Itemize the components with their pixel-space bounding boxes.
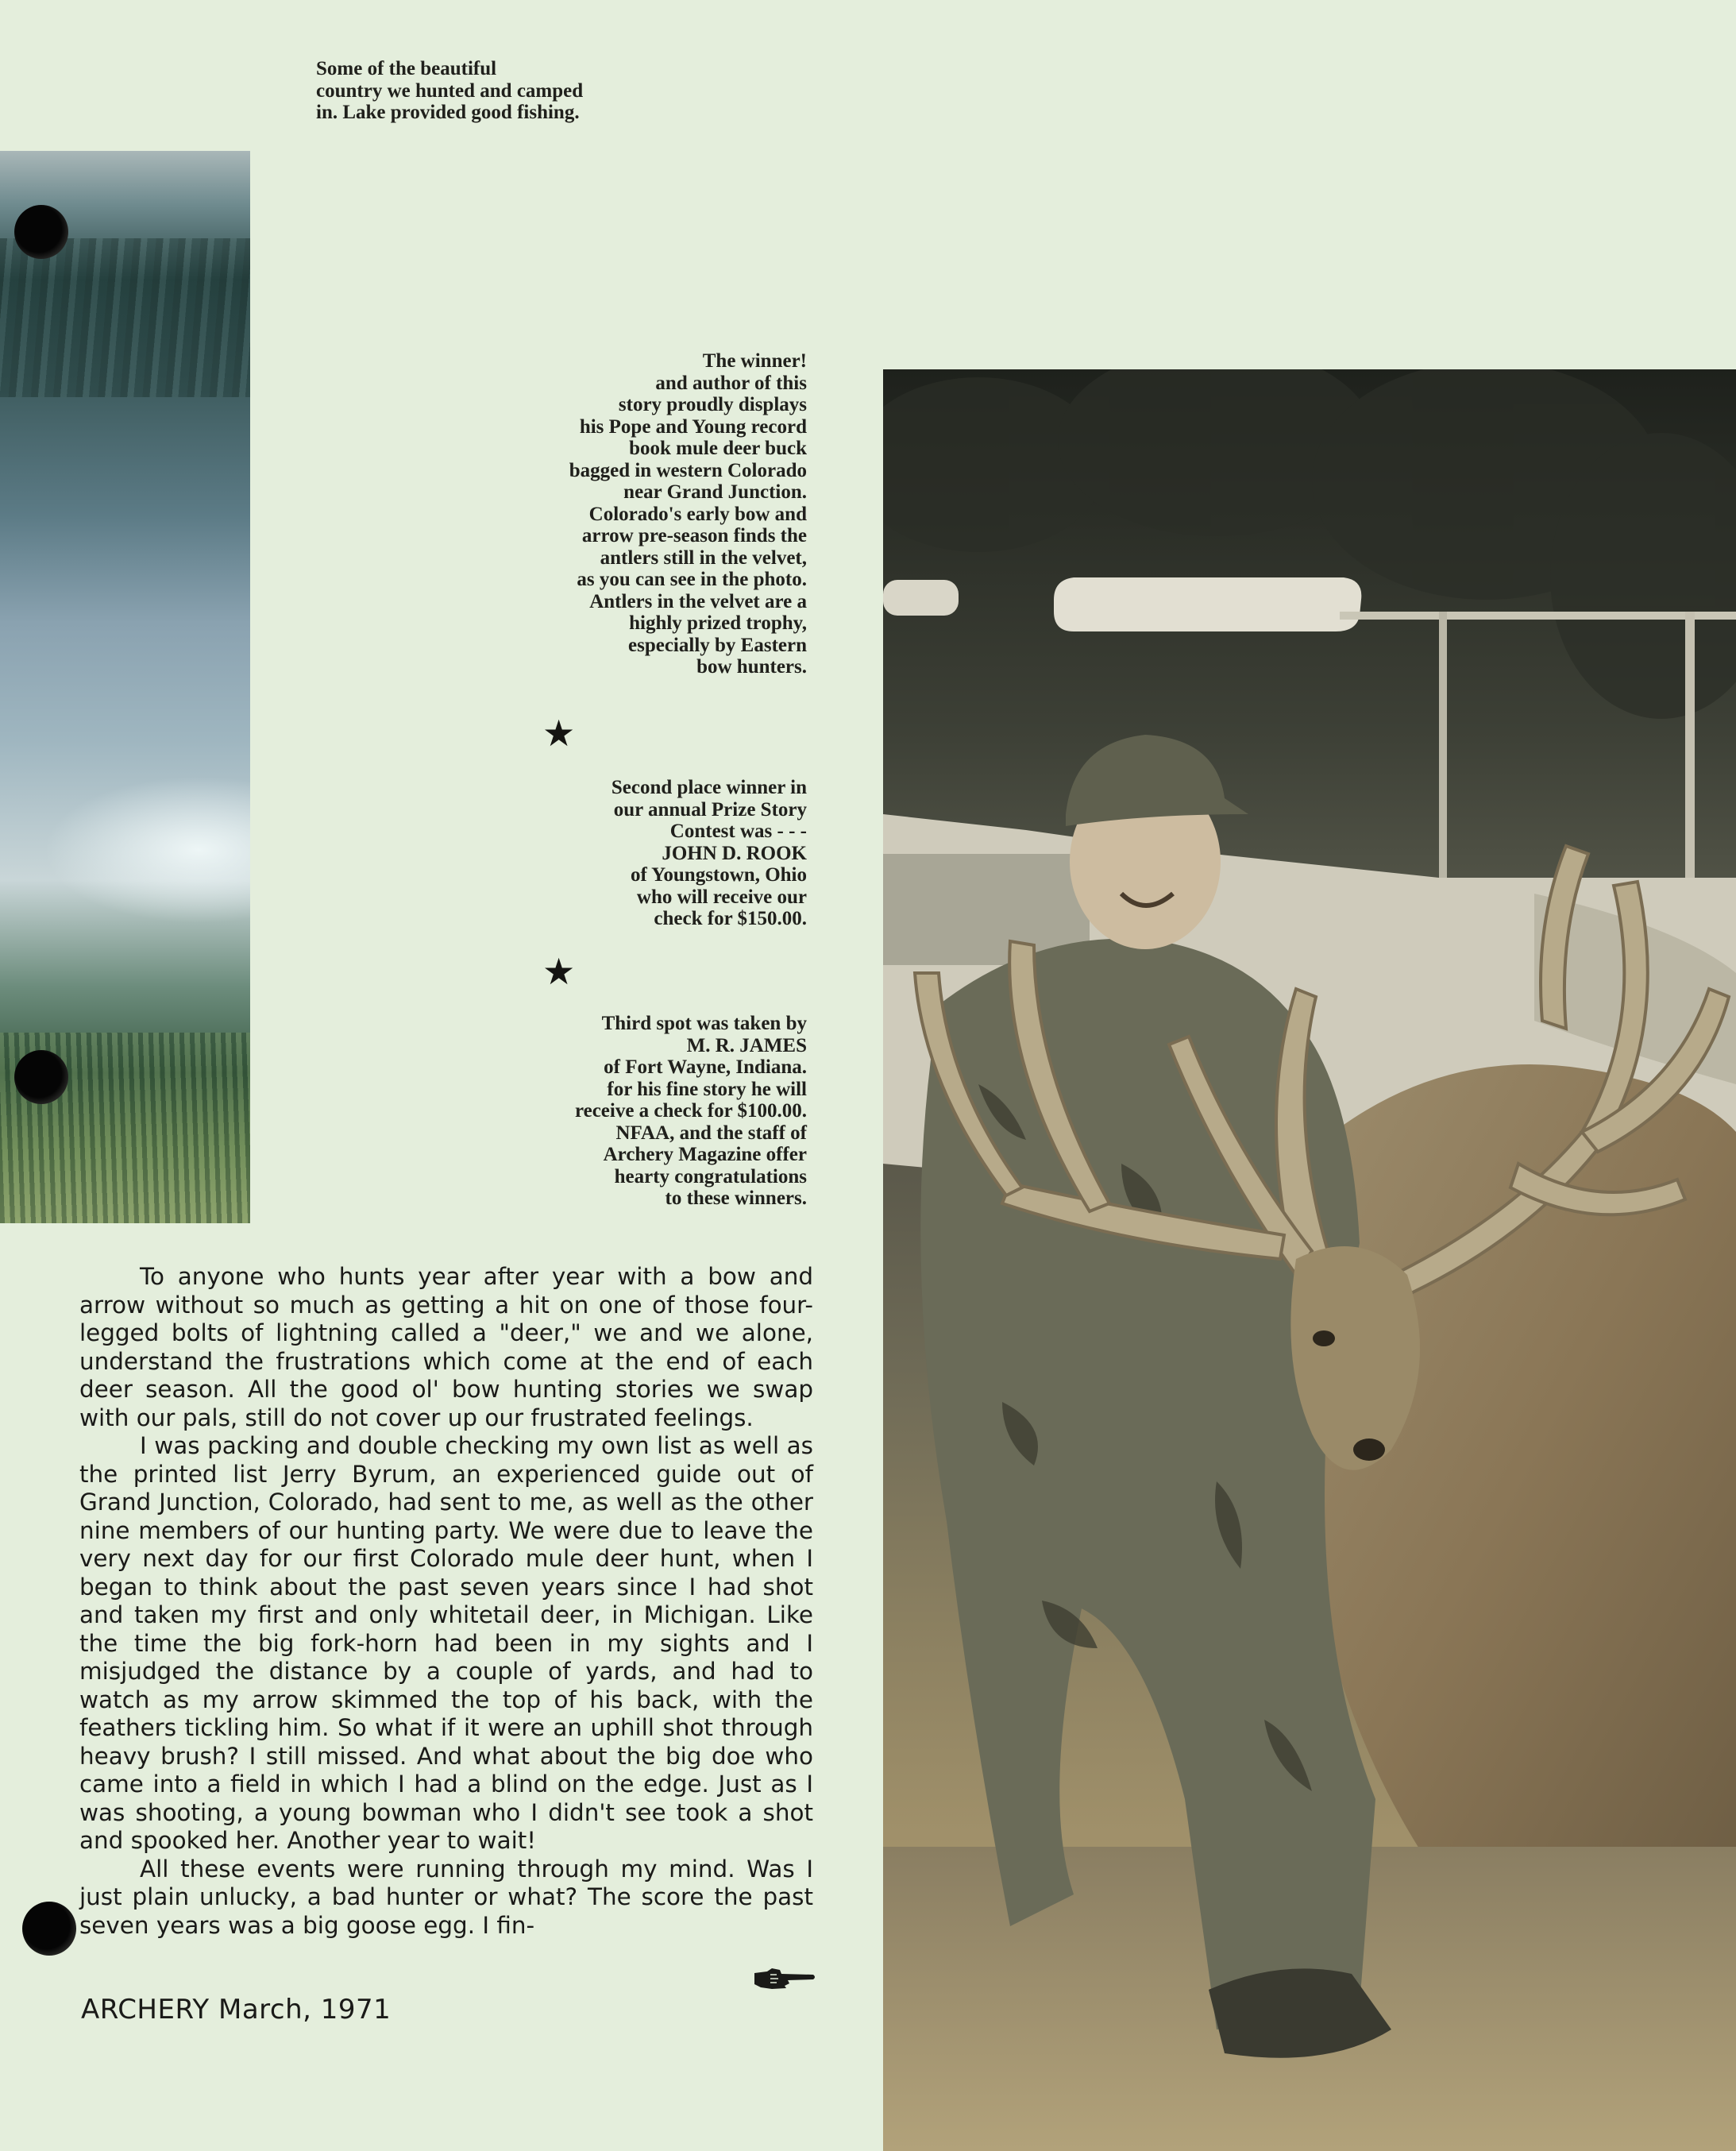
article-paragraph: All these events were running through my mind. Was I just plain unlucky, a bad hunter or what? The score the past seven years was a big goose egg. I fin- bbox=[79, 1855, 813, 1939]
photo-illustration bbox=[883, 369, 1736, 2151]
star-icon: ★ bbox=[542, 712, 576, 755]
winner-caption: The winner! and author of this story proudly displays his Pope and Young record book mule deer buck bagged in western Colorado near Grand Junction. Colorado's early bow and arrow pre-season finds the antlers still in the velvet, as you can see in the photo. Antlers in the velvet are a highly prized trophy, especially by Eastern bow hunters. bbox=[569, 350, 807, 678]
article-paragraph: To anyone who hunts year after year with a bow and arrow without so much as getting a hit on one of those four-legged bolts of lightning called a "deer," we and we alone, understand the frustrations which come at the end of each deer season. All the good ol' bow hunting stories we swap with our pals, still do not cover up our frustrated feelings. bbox=[79, 1263, 813, 1431]
binder-hole-top bbox=[14, 205, 68, 259]
second-place-caption: Second place winner in our annual Prize Story Contest was - - - JOHN D. ROOK of Youngstown, Ohio who will receive our check for $150.00. bbox=[611, 777, 807, 929]
lake-glare bbox=[32, 770, 250, 929]
article-body bbox=[79, 1263, 813, 1940]
binder-hole-bottom bbox=[22, 1902, 76, 1956]
binder-hole-middle bbox=[14, 1050, 68, 1104]
page-footer: ARCHERY March, 1971 bbox=[81, 1994, 392, 2025]
hunter-with-mule-deer-photo bbox=[883, 369, 1736, 2151]
pointing-hand-icon bbox=[753, 1967, 816, 1991]
star-icon: ★ bbox=[542, 950, 576, 993]
article-paragraph: I was packing and double checking my own list as well as the printed list Jerry Byrum, an experienced guide out of Grand Junction, Colorado, had sent to me, as well as the other nine members of our hunting party. We were due to leave the very next day for our first Colorado mule deer hunt, when I began to think about the past seven years since I had shot and taken my first and only whitetail deer, in Michigan. Like the time the big fork-horn had been in my sights and I misjudged the distance by a couple of yards, and had to watch as my arrow skimmed the top of his back, with the feathers tickling him. So what if it were an uphill shot through heavy brush? I still missed. And what about the big doe who came into a field in which I had a blind on the edge. Just as I was shooting, a young bowman who I didn't see took a shot and spooked her. Another year to wait! bbox=[79, 1432, 813, 1854]
third-place-caption: Third spot was taken by M. R. JAMES of Fort Wayne, Indiana. for his fine story he will receive a check for $100.00. NFAA, and the staff of Archery Magazine offer hearty congratulations to these winners. bbox=[574, 1013, 807, 1209]
treeline bbox=[0, 238, 250, 397]
landscape-caption: Some of the beautiful country we hunted and camped in. Lake provided good fishing. bbox=[316, 58, 584, 123]
